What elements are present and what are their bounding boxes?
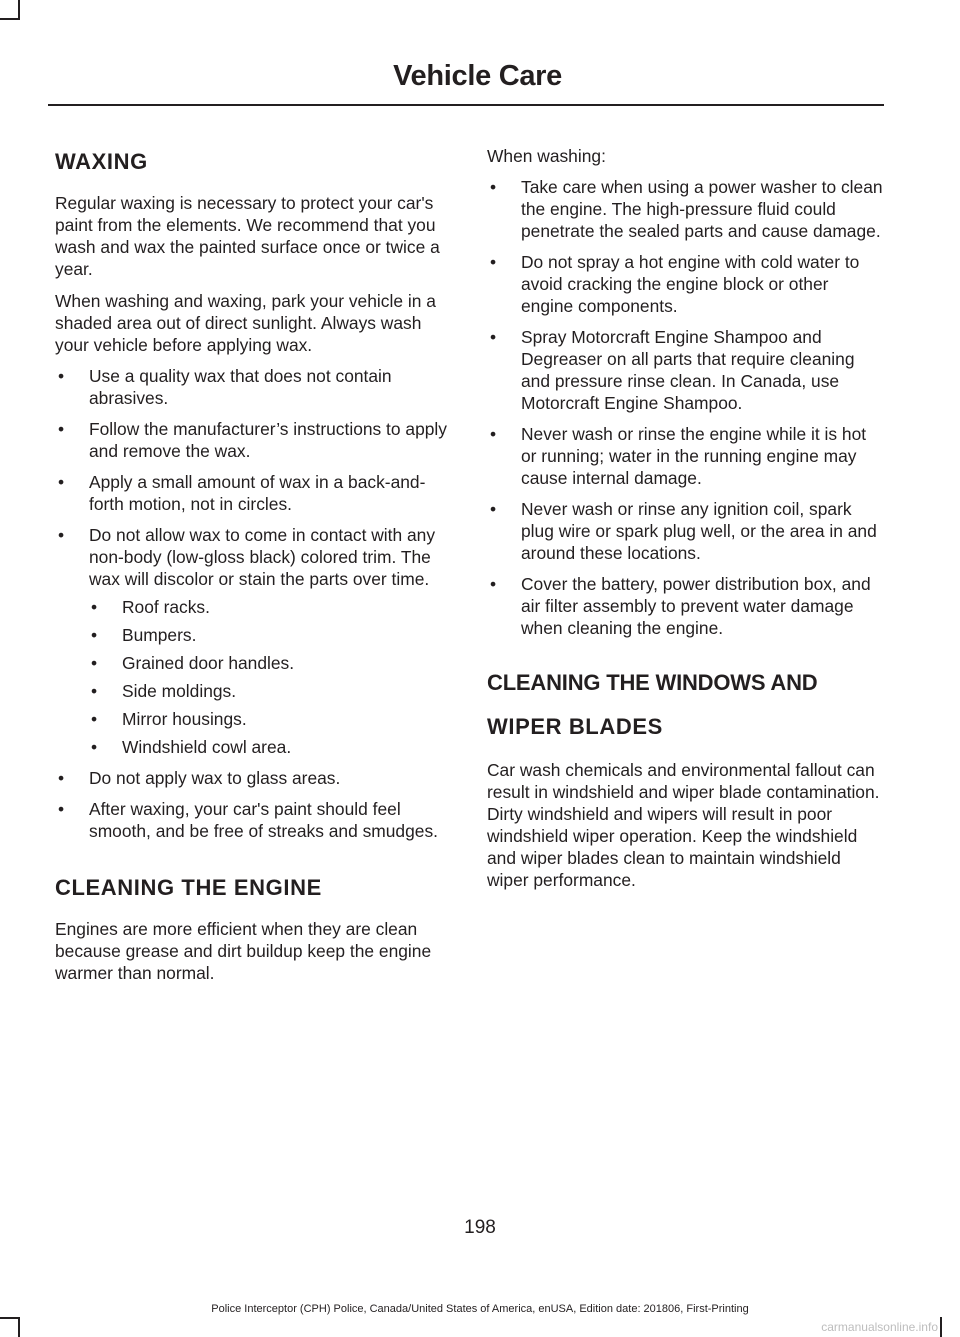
page-number: 198 xyxy=(464,1217,496,1238)
section-heading-waxing: WAXING xyxy=(55,149,148,174)
section-heading-windows: CLEANING THE WINDOWS AND xyxy=(487,670,818,695)
crop-mark xyxy=(0,1317,20,1319)
list-item: • Follow the manufacturer’s instructions to apply and remove the wax. xyxy=(58,419,447,461)
list-item: • Roof racks. xyxy=(91,597,210,617)
sub-bullet-list xyxy=(55,596,450,758)
list-item: • Never wash or rinse the engine while it is hot or running; water in the running engine may cause internal damage. xyxy=(490,424,867,488)
list-item: • Side moldings. xyxy=(91,681,237,701)
paragraph: Car wash chemicals and environmental fallout can result in windshield and wiper blade contamination. Dirty windshield and wipers will result in poor windshield wiper operation. Keep the windshield and wiper blades clean to maintain windshield wiper performance. xyxy=(487,760,880,890)
paragraph: When washing: xyxy=(487,146,606,166)
list-item: • Use a quality wax that does not contain abrasives. xyxy=(58,366,392,408)
list-item: • Cover the battery, power distribution box, and air filter assembly to prevent water damage when cleaning the engine. xyxy=(490,574,871,638)
crop-mark xyxy=(940,1317,942,1337)
bullet-list xyxy=(55,365,450,590)
crop-mark xyxy=(18,1317,20,1337)
list-item: • Mirror housings. xyxy=(91,709,247,729)
page-title: Vehicle Care xyxy=(393,60,562,92)
paragraph: Regular waxing is necessary to protect your car's paint from the elements. We recommend that you wash and wax the painted surface once or twice a year. xyxy=(55,193,440,279)
section-heading-engine: CLEANING THE ENGINE xyxy=(55,875,322,900)
bullet-list xyxy=(487,176,883,639)
list-item: • Windshield cowl area. xyxy=(91,737,292,757)
list-item: • Grained door handles. xyxy=(91,653,295,673)
header-divider xyxy=(48,104,884,106)
list-item: • Do not spray a hot engine with cold water to avoid cracking the engine block or other engine components. xyxy=(490,252,860,316)
list-item: • Do not apply wax to glass areas. xyxy=(58,768,341,788)
edition-note: Police Interceptor (CPH) Police, Canada/United States of America, enUSA, Edition date: 201806, First-Printing xyxy=(211,1303,749,1315)
list-item: • Take care when using a power washer to clean the engine. The high-pressure fluid could penetrate the sealed parts and cause damage. xyxy=(490,177,883,241)
watermark: carmanualsonline.info xyxy=(821,1320,938,1334)
paragraph: Engines are more efficient when they are clean because grease and dirt buildup keep the engine warmer than normal. xyxy=(55,919,432,983)
list-item: • Do not allow wax to come in contact with any non-body (low-gloss black) colored trim. The wax will discolor or stain the parts over time. xyxy=(58,525,436,589)
list-item: • Apply a small amount of wax in a back-and-forth motion, not in circles. xyxy=(58,472,426,514)
list-item: • Bumpers. xyxy=(91,625,197,645)
crop-mark xyxy=(18,0,20,20)
paragraph: When washing and waxing, park your vehicle in a shaded area out of direct sunlight. Always wash your vehicle before applying wax. xyxy=(55,291,436,355)
bullet-list xyxy=(55,767,450,842)
crop-mark xyxy=(0,18,20,20)
list-item: • Never wash or rinse any ignition coil, spark plug wire or spark plug well, or the area in and around these locations. xyxy=(490,499,877,563)
list-item: • After waxing, your car's paint should feel smooth, and be free of streaks and smudges. xyxy=(58,799,438,841)
left-column xyxy=(55,142,450,984)
right-column xyxy=(487,145,883,891)
section-heading-windows-cont: WIPER BLADES xyxy=(487,714,663,739)
list-item: • Spray Motorcraft Engine Shampoo and Degreaser on all parts that require cleaning and pressure rinse clean. In Canada, use Motorcraft Engine Shampoo. xyxy=(490,327,855,413)
